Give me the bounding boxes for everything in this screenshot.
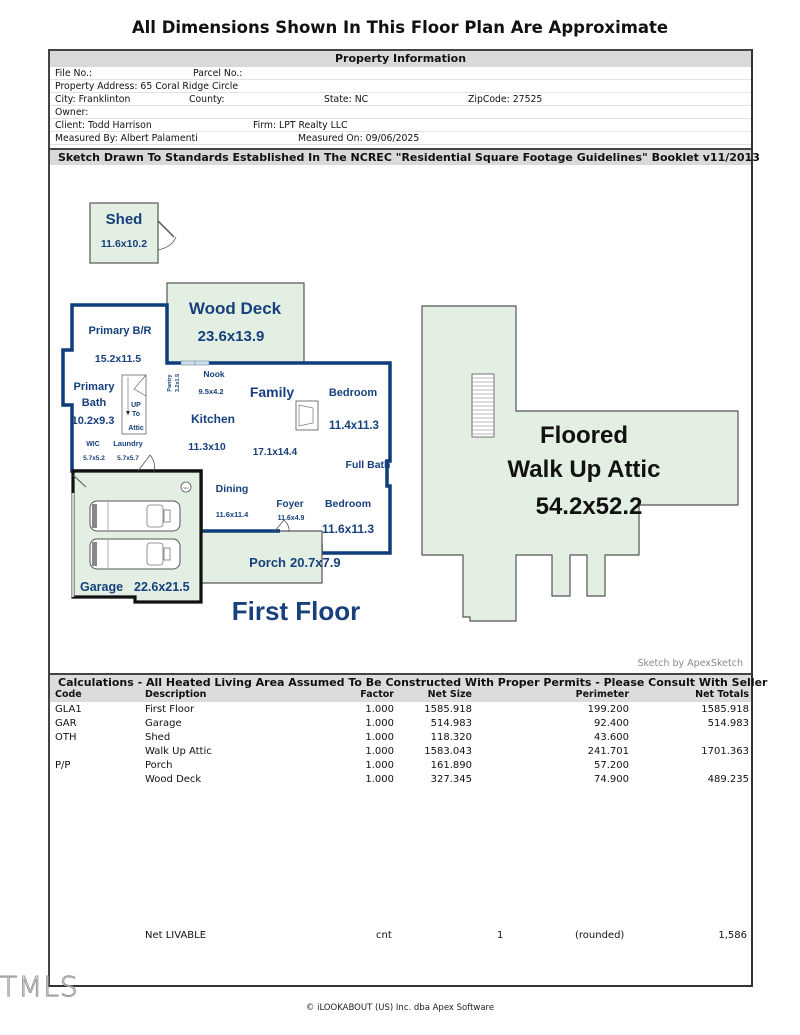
calculations-title: Calculations - All Heated Living Area Assumed To Be Constructed With Proper Permits - Please Consult With Seller xyxy=(58,676,768,689)
tmls-watermark-logo: TMLS xyxy=(0,970,79,1003)
family-label: Family xyxy=(249,384,295,400)
table-row: GAR Garage 1.000 514.983 92.400 514.983 xyxy=(55,718,749,729)
svg-text:Porch xyxy=(249,555,286,570)
family-dims: 17.1x14.4 xyxy=(252,447,298,458)
info-row-measured xyxy=(50,132,751,145)
info-row-city xyxy=(50,93,751,106)
floor-plan-report xyxy=(48,49,768,987)
foyer-label: Foyer xyxy=(276,499,304,510)
table-row: OTH Shed 1.000 118.320 43.600 xyxy=(55,732,629,743)
porch-dims: 20.7x7.9 xyxy=(290,555,341,570)
net-livable-count: 1 xyxy=(497,930,504,941)
svg-text:UP: UP xyxy=(131,402,141,409)
stairs-icon xyxy=(122,375,146,434)
pantry-dims: 3.2x1.5 xyxy=(175,373,181,393)
attic-dims: 54.2x52.2 xyxy=(535,493,643,520)
net-livable-row xyxy=(50,930,751,944)
col-header-description: Description xyxy=(145,689,207,700)
property-info-header: Property Information xyxy=(50,51,751,67)
shed-label: Shed xyxy=(105,211,143,228)
county: County: xyxy=(189,94,225,105)
primary-bath-dims: 10.2x9.3 xyxy=(71,415,115,427)
svg-text:Attic: Attic xyxy=(128,425,144,432)
floor-plan-sketch xyxy=(50,165,751,675)
shed xyxy=(90,203,176,263)
svg-text:WH: WH xyxy=(183,486,189,490)
calculations-table xyxy=(50,673,768,985)
floor-label: First Floor xyxy=(231,596,361,626)
pantry-label: Pantry xyxy=(167,374,173,392)
info-row-address xyxy=(50,80,751,93)
kitchen-label: Kitchen xyxy=(190,412,236,426)
parcel-no: Parcel No.: xyxy=(193,68,243,79)
copyright-footer: © iLOOKABOUT (US) Inc. dba Apex Software xyxy=(305,1003,495,1013)
primary-bath-label-2: Bath xyxy=(81,397,107,409)
bedroom-2-label: Bedroom xyxy=(324,498,372,510)
sketch-credit: Sketch by ApexSketch xyxy=(637,658,743,669)
col-header-net-size: Net Size xyxy=(427,689,472,700)
firm: Firm: LPT Realty LLC xyxy=(253,120,348,131)
attic-stairs-icon xyxy=(472,374,494,437)
dining-dims: 11.6x11.4 xyxy=(215,510,249,519)
col-header-perimeter: Perimeter xyxy=(575,689,629,700)
info-row-owner xyxy=(50,106,751,119)
nook-dims: 9.5x4.2 xyxy=(198,387,224,396)
bedroom-1-dims: 11.4x11.3 xyxy=(329,420,379,432)
kitchen-dims: 11.3x10 xyxy=(188,441,226,453)
city: City: Franklinton xyxy=(55,94,131,105)
info-row-client xyxy=(50,119,751,132)
col-header-code: Code xyxy=(55,689,82,700)
attic-label-1: Floored xyxy=(540,422,628,449)
measured-by: Measured By: Albert Palamenti xyxy=(55,133,198,144)
full-bath-label: Full Bath xyxy=(345,459,391,471)
col-header-net-totals: Net Totals xyxy=(695,689,749,700)
page-title: All Dimensions Shown In This Floor Plan Are Approximate xyxy=(131,18,669,37)
fireplace-icon xyxy=(296,401,318,430)
floor-plan-drawing xyxy=(50,165,751,675)
client: Client: Todd Harrison xyxy=(55,120,152,131)
dining-label: Dining xyxy=(215,483,249,495)
primary-bath-label-1: Primary xyxy=(73,381,115,393)
porch-label: Porch xyxy=(249,555,286,570)
car-icon xyxy=(90,501,180,531)
garage xyxy=(73,471,201,602)
table-row: P/P Porch 1.000 161.890 57.200 xyxy=(55,760,629,771)
state: State: NC xyxy=(324,94,369,105)
primary-br-label: Primary B/R xyxy=(88,325,152,337)
net-livable-note: (rounded) xyxy=(575,930,625,941)
laundry-label: Laundry xyxy=(113,439,143,448)
calculations-header xyxy=(50,675,768,702)
standards-note: Sketch Drawn To Standards Established In The NCREC "Residential Square Footage Guidelines" Booklet v11/2013 xyxy=(50,148,751,165)
net-livable-label: Net LIVABLE xyxy=(145,930,207,941)
table-row: GLA1 First Floor 1.000 1585.918 199.200 1585.918 xyxy=(55,704,749,715)
zipcode: ZipCode: 27525 xyxy=(468,94,543,105)
attic-label-2: Walk Up Attic xyxy=(507,456,661,483)
nook-label: Nook xyxy=(203,369,225,379)
table-row: Wood Deck 1.000 327.345 74.900 489.235 xyxy=(145,774,749,785)
wic-label: WIC xyxy=(86,441,100,448)
net-livable-total: 1,586 xyxy=(718,930,747,941)
bedroom-2-dims: 11.6x11.3 xyxy=(321,522,375,536)
col-header-factor: Factor xyxy=(360,689,394,700)
owner: Owner: xyxy=(55,107,89,118)
porch xyxy=(201,531,341,583)
car-icon xyxy=(90,539,180,569)
wic-dims: 5.7x5.2 xyxy=(83,455,105,462)
primary-br-dims: 15.2x11.5 xyxy=(94,353,142,365)
property-address: Property Address: 65 Coral Ridge Circle xyxy=(55,81,239,92)
bedroom-1-label: Bedroom xyxy=(328,387,378,399)
foyer-dims: 11.6x4.9 xyxy=(277,515,305,522)
net-livable-factor: cnt xyxy=(376,930,392,941)
wood-deck-dims: 23.6x13.9 xyxy=(197,328,265,345)
laundry-dims: 5.7x5.7 xyxy=(117,455,139,462)
shed-dims: 11.6x10.2 xyxy=(100,238,148,250)
garage-label: Garage xyxy=(80,580,124,594)
file-no: File No.: xyxy=(55,68,93,79)
wood-deck-label: Wood Deck xyxy=(188,299,282,318)
garage-dims: 22.6x21.5 xyxy=(134,580,190,594)
svg-text:To: To xyxy=(131,411,141,418)
measured-on: Measured On: 09/06/2025 xyxy=(298,133,420,144)
wood-deck xyxy=(167,283,304,363)
info-row-file xyxy=(50,67,751,80)
table-row: Walk Up Attic 1.000 1583.043 241.701 1701.363 xyxy=(145,746,749,757)
